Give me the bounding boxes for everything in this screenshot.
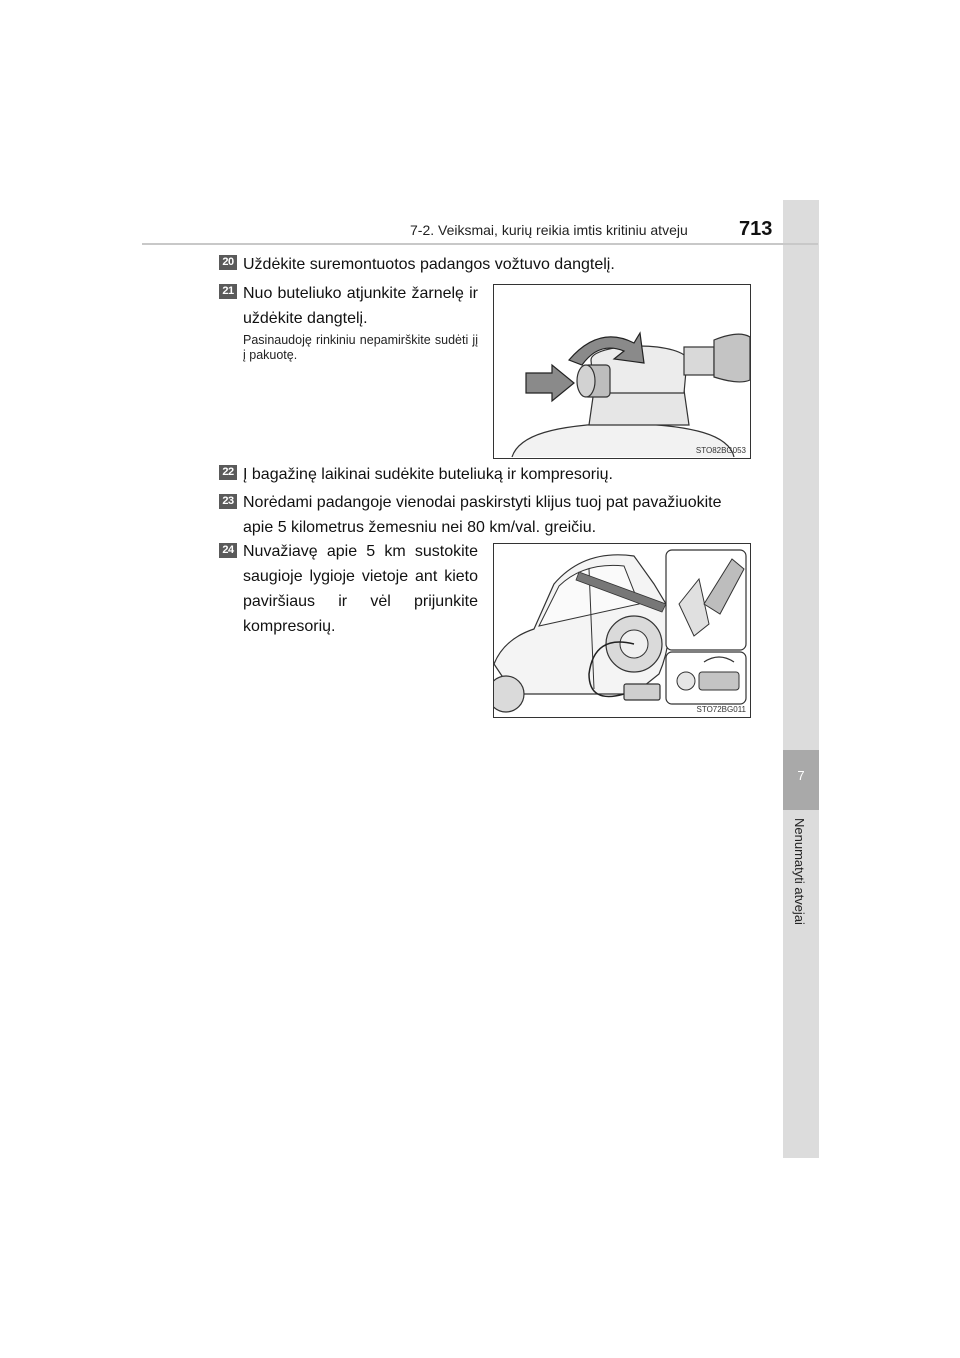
header-divider <box>142 243 818 245</box>
step-text: Nuvažiavę apie 5 km sustokite saugioje lygioje vietoje ant kieto paviršiaus ir vėl prijunkite kompresorių. <box>243 543 478 635</box>
bottle-cap-illustration <box>493 284 751 459</box>
step-text: Norėdami padangoje vienodai paskirstyti klijus tuoj pat pavažiuokite apie 5 kilometrus žemesniu nei 80 km/val. greičiu. <box>243 494 722 536</box>
figure-code: STO72BG011 <box>696 705 746 714</box>
step-number-badge: 24 <box>219 543 237 558</box>
bottle-cap-drawing <box>494 285 750 458</box>
step-number-badge: 22 <box>219 465 237 480</box>
step-text: Į bagažinę laikinai sudėkite buteliuką ir kompresorių. <box>243 466 613 483</box>
page-number: 713 <box>739 218 773 240</box>
step-text: Nuo buteliuko atjunkite žarnelę ir uždėkite dangtelį. <box>243 285 478 327</box>
step-number-badge: 20 <box>219 255 237 270</box>
step-number-badge: 23 <box>219 494 237 509</box>
step-text: Uždėkite suremontuotos padangos vožtuvo dangtelį. <box>243 256 615 273</box>
section-title: 7-2. Veiksmai, kurių reikia imtis kritiniu atveju <box>410 222 688 238</box>
car-compressor-illustration <box>493 543 751 718</box>
step-note: Pasinaudoję rinkiniu nepamirškite sudėti jį į pakuotę. <box>243 333 478 362</box>
chapter-number: 7 <box>797 768 805 783</box>
car-compressor-drawing <box>494 544 750 717</box>
chapter-tab-strip <box>783 200 819 1158</box>
figure-code: STO82BG053 <box>695 446 746 455</box>
chapter-label: Nenumatyti atvejai <box>792 818 807 925</box>
step-number-badge: 21 <box>219 284 237 299</box>
